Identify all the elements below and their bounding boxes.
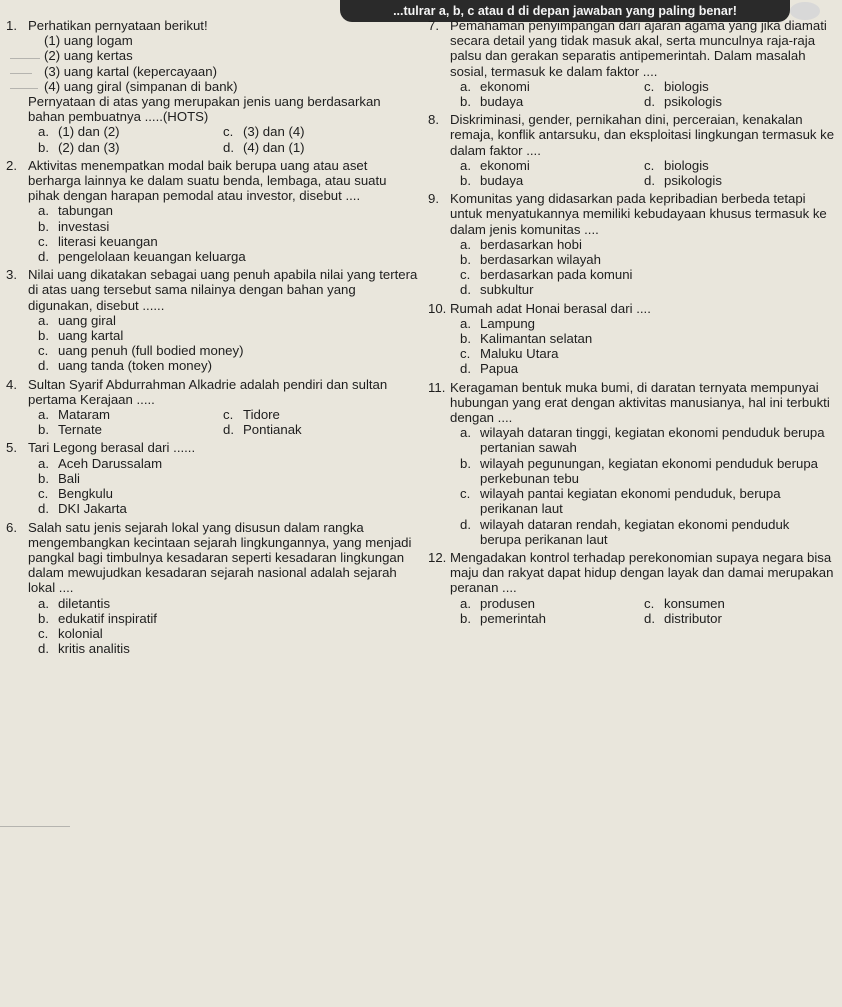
answer-option-a[interactable] bbox=[460, 237, 828, 252]
question-text: Rumah adat Honai berasal dari .... bbox=[450, 300, 651, 316]
option-letter: b. bbox=[460, 252, 471, 268]
answer-options bbox=[6, 124, 418, 154]
option-text: Tidore bbox=[243, 407, 280, 423]
option-letter: a. bbox=[38, 312, 49, 328]
answer-option-b[interactable] bbox=[38, 328, 408, 343]
question-6 bbox=[6, 520, 418, 657]
answer-option-a[interactable] bbox=[460, 425, 828, 455]
question-number: 6. bbox=[6, 519, 17, 535]
option-letter: b. bbox=[460, 173, 471, 189]
right-column bbox=[428, 18, 838, 629]
option-text: berdasarkan wilayah bbox=[480, 252, 601, 268]
option-text: (4) dan (1) bbox=[243, 139, 305, 155]
answer-options bbox=[428, 79, 838, 109]
option-letter: d. bbox=[38, 501, 49, 517]
pencil-mark bbox=[10, 88, 38, 89]
answer-option-b[interactable] bbox=[460, 252, 828, 267]
option-text: berdasarkan hobi bbox=[480, 236, 582, 252]
answer-option-b[interactable] bbox=[38, 140, 223, 155]
option-letter: b. bbox=[38, 328, 49, 344]
option-text: (3) dan (4) bbox=[243, 124, 305, 140]
option-text: budaya bbox=[480, 173, 524, 189]
question-10 bbox=[428, 301, 838, 377]
answer-options bbox=[6, 596, 418, 657]
question-number: 11. bbox=[428, 379, 446, 395]
option-text: biologis bbox=[664, 157, 709, 173]
option-letter: a. bbox=[460, 157, 471, 173]
answer-option-c[interactable] bbox=[644, 79, 828, 94]
answer-option-a[interactable] bbox=[38, 407, 223, 422]
answer-option-d[interactable] bbox=[223, 140, 408, 155]
question-text-2: Pernyataan di atas yang merupakan jenis uang berdasarkan bahan pembuatnya .....(HOTS) bbox=[28, 94, 381, 125]
question-stem bbox=[6, 158, 418, 204]
option-letter: c. bbox=[460, 267, 471, 283]
question-text: Mengadakan kontrol terhadap perekonomian supaya negara bisa maju dan rakyat dapat hidup dengan layak dan damai merupakan peranan .... bbox=[450, 549, 834, 596]
option-letter: c. bbox=[38, 233, 49, 249]
question-stem bbox=[6, 18, 418, 33]
option-text: kritis analitis bbox=[58, 641, 130, 657]
pencil-mark bbox=[10, 58, 40, 59]
question-text: Komunitas yang didasarkan pada kepribadian berbeda tetapi untuk menyatukannya memiliki kebudayaan khusus termasuk ke dalam jenis komunitas .... bbox=[450, 191, 827, 237]
answer-option-d[interactable] bbox=[460, 517, 828, 547]
instruction-text: ...tulrar a, b, c atau d di depan jawaban yang paling benar! bbox=[393, 4, 737, 18]
option-letter: b. bbox=[460, 331, 471, 347]
question-number: 7. bbox=[428, 18, 439, 33]
option-letter: d. bbox=[644, 173, 655, 189]
option-text: pemerintah bbox=[480, 610, 546, 626]
answer-option-d[interactable] bbox=[644, 611, 828, 626]
option-letter: a. bbox=[38, 407, 49, 423]
question-text: Aktivitas menempatkan modal baik berupa uang atau aset berharga lainnya ke dalam suatu benda, lembaga, atau suatu pihak dengan harapan pemodal atau investor, disebut .... bbox=[28, 157, 387, 204]
option-letter: c. bbox=[38, 343, 49, 359]
question-number: 9. bbox=[428, 191, 439, 207]
answer-option-c[interactable] bbox=[460, 486, 828, 516]
answer-options bbox=[6, 203, 418, 264]
option-letter: a. bbox=[38, 124, 49, 140]
stem-indent bbox=[6, 94, 28, 124]
question-4 bbox=[6, 377, 418, 438]
question-stem bbox=[6, 440, 418, 455]
option-letter: d. bbox=[223, 139, 234, 155]
answer-option-a[interactable] bbox=[460, 79, 644, 94]
answer-options bbox=[428, 425, 838, 547]
question-stem bbox=[428, 380, 838, 426]
answer-option-c[interactable] bbox=[38, 343, 408, 358]
answer-option-b[interactable] bbox=[38, 422, 223, 437]
answer-option-a[interactable] bbox=[460, 316, 828, 331]
statement-item: (3) uang kartal (kepercayaan) bbox=[44, 63, 217, 79]
question-5 bbox=[6, 440, 418, 516]
answer-options bbox=[428, 316, 838, 377]
question-1 bbox=[6, 18, 418, 155]
question-number: 12. bbox=[428, 549, 447, 565]
option-text: (2) dan (3) bbox=[58, 139, 120, 155]
option-text: wilayah pegunungan, kegiatan ekonomi penduduk berupa perkebunan tebu bbox=[480, 455, 819, 486]
answer-option-c[interactable] bbox=[644, 158, 828, 173]
answer-option-b[interactable] bbox=[460, 94, 644, 109]
answer-option-c[interactable] bbox=[223, 124, 408, 139]
statement-item: (1) uang logam bbox=[44, 33, 133, 49]
option-letter: b. bbox=[460, 455, 471, 471]
option-text: berdasarkan pada komuni bbox=[480, 267, 633, 283]
option-letter: a. bbox=[460, 78, 471, 94]
option-letter: b. bbox=[38, 610, 49, 626]
answer-options bbox=[428, 158, 838, 188]
answer-options bbox=[428, 237, 838, 298]
answer-option-c[interactable] bbox=[460, 267, 828, 282]
answer-option-b[interactable] bbox=[38, 219, 408, 234]
option-letter: c. bbox=[460, 486, 471, 502]
option-letter: b. bbox=[38, 470, 49, 486]
question-number: 10. bbox=[428, 300, 447, 316]
question-3 bbox=[6, 267, 418, 373]
option-text: edukatif inspiratif bbox=[58, 610, 157, 626]
answer-option-d[interactable] bbox=[38, 249, 408, 264]
option-text: tabungan bbox=[58, 203, 114, 219]
option-letter: d. bbox=[460, 361, 471, 377]
option-text: uang kartal bbox=[58, 328, 124, 344]
answer-option-b[interactable] bbox=[460, 456, 828, 486]
option-letter: c. bbox=[38, 625, 49, 641]
option-text: Bali bbox=[58, 470, 80, 486]
option-text: Maluku Utara bbox=[480, 346, 559, 362]
statement-item: (4) uang giral (simpanan di bank) bbox=[44, 78, 238, 94]
question-text: Perhatikan pernyataan berikut! bbox=[28, 18, 208, 33]
option-text: wilayah dataran rendah, kegiatan ekonomi penduduk berupa perikanan laut bbox=[480, 516, 790, 547]
option-text: subkultur bbox=[480, 282, 534, 298]
answer-option-a[interactable] bbox=[460, 158, 644, 173]
option-text: kolonial bbox=[58, 625, 103, 641]
option-text: diletantis bbox=[58, 595, 111, 611]
answer-option-c[interactable] bbox=[223, 407, 408, 422]
option-text: Ternate bbox=[58, 422, 102, 438]
question-stem bbox=[428, 550, 838, 596]
question-stem bbox=[428, 301, 838, 316]
question-number: 2. bbox=[6, 157, 17, 173]
question-text: Pemahaman penyimpangan dari ajaran agama yang jika diamati secara detail yang tidak masuk akal, serta munculnya raja-raja palsu dan gerakan separatis antipemerintah. Dalam masalah sosial, termasuk ke dalam faktor .... bbox=[450, 18, 827, 79]
answer-option-a[interactable] bbox=[38, 124, 223, 139]
question-number: 5. bbox=[6, 440, 17, 456]
option-text: ekonomi bbox=[480, 157, 530, 173]
question-number: 1. bbox=[6, 18, 17, 33]
option-text: uang tanda (token money) bbox=[58, 358, 212, 374]
answer-option-d[interactable] bbox=[38, 358, 408, 373]
question-text: Tari Legong berasal dari ...... bbox=[28, 440, 196, 456]
option-text: wilayah pantai kegiatan ekonomi penduduk, berupa perikanan laut bbox=[480, 486, 781, 517]
pencil-mark bbox=[10, 73, 32, 74]
option-text: Papua bbox=[480, 361, 519, 377]
question-stem bbox=[428, 191, 838, 237]
option-letter: c. bbox=[644, 157, 655, 173]
option-letter: b. bbox=[38, 422, 49, 438]
option-letter: c. bbox=[223, 124, 234, 140]
question-12 bbox=[428, 550, 838, 626]
option-letter: d. bbox=[460, 282, 471, 298]
question-stem bbox=[6, 267, 418, 313]
option-letter: c. bbox=[223, 407, 234, 423]
option-letter: b. bbox=[460, 94, 471, 110]
option-text: (1) dan (2) bbox=[58, 124, 120, 140]
question-text: Keragaman bentuk muka bumi, di daratan ternyata mempunyai hubungan yang erat dengan aktivitas manusianya, hal ini terbukti dengan .... bbox=[450, 379, 830, 426]
option-letter: a. bbox=[38, 203, 49, 219]
option-text: literasi keuangan bbox=[58, 233, 158, 249]
left-column bbox=[6, 18, 418, 659]
option-letter: b. bbox=[38, 139, 49, 155]
option-letter: c. bbox=[460, 346, 471, 362]
option-text: budaya bbox=[480, 94, 524, 110]
answer-options bbox=[6, 456, 418, 517]
answer-option-c[interactable] bbox=[38, 626, 408, 641]
option-letter: d. bbox=[38, 249, 49, 265]
answer-option-d[interactable] bbox=[460, 361, 828, 376]
option-text: biologis bbox=[664, 78, 709, 94]
answer-option-b[interactable] bbox=[38, 471, 408, 486]
question-8 bbox=[428, 112, 838, 188]
answer-option-b[interactable] bbox=[460, 331, 828, 346]
question-stem-continued bbox=[6, 94, 418, 124]
option-letter: a. bbox=[460, 315, 471, 331]
question-9 bbox=[428, 191, 838, 297]
option-letter: d. bbox=[644, 610, 655, 626]
option-text: psikologis bbox=[664, 173, 722, 189]
option-text: uang penuh (full bodied money) bbox=[58, 343, 244, 359]
answer-option-b[interactable] bbox=[460, 611, 644, 626]
question-2 bbox=[6, 158, 418, 264]
question-stem bbox=[428, 18, 838, 79]
answer-option-c[interactable] bbox=[644, 596, 828, 611]
option-text: produsen bbox=[480, 595, 535, 611]
answer-option-a[interactable] bbox=[460, 596, 644, 611]
option-text: ekonomi bbox=[480, 78, 530, 94]
option-letter: b. bbox=[460, 610, 471, 626]
statement-item: (2) uang kertas bbox=[44, 48, 133, 64]
option-letter: a. bbox=[38, 595, 49, 611]
answer-option-d[interactable] bbox=[38, 641, 408, 656]
answer-options bbox=[6, 407, 418, 437]
option-text: Aceh Darussalam bbox=[58, 455, 163, 471]
option-text: wilayah dataran tinggi, kegiatan ekonomi penduduk berupa pertanian sawah bbox=[480, 425, 825, 456]
answer-option-a[interactable] bbox=[38, 456, 408, 471]
answer-option-a[interactable] bbox=[38, 313, 408, 328]
question-stem bbox=[428, 112, 838, 158]
option-letter: c. bbox=[644, 595, 655, 611]
option-letter: d. bbox=[644, 94, 655, 110]
option-text: DKI Jakarta bbox=[58, 501, 127, 517]
option-letter: a. bbox=[460, 595, 471, 611]
option-letter: a. bbox=[460, 236, 471, 252]
option-letter: d. bbox=[38, 641, 49, 657]
answer-option-d[interactable] bbox=[223, 422, 408, 437]
answer-option-d[interactable] bbox=[644, 94, 828, 109]
answer-option-c[interactable] bbox=[460, 346, 828, 361]
answer-option-a[interactable] bbox=[38, 596, 408, 611]
option-letter: b. bbox=[38, 218, 49, 234]
option-text: Mataram bbox=[58, 407, 111, 423]
option-text: Bengkulu bbox=[58, 486, 113, 502]
question-number: 8. bbox=[428, 112, 439, 128]
option-text: konsumen bbox=[664, 595, 725, 611]
question-11 bbox=[428, 380, 838, 547]
answer-option-d[interactable] bbox=[644, 173, 828, 188]
question-7 bbox=[428, 18, 838, 109]
question-stem bbox=[6, 520, 418, 596]
option-letter: c. bbox=[644, 78, 655, 94]
answer-option-c[interactable] bbox=[38, 486, 408, 501]
answer-option-b[interactable] bbox=[38, 611, 408, 626]
question-text: Nilai uang dikatakan sebagai uang penuh apabila nilai yang tertera di atas uang tersebut sama nilainya dengan bahan yang digunakan, disebut ...... bbox=[28, 267, 418, 313]
option-text: Lampung bbox=[480, 315, 535, 331]
pencil-mark bbox=[0, 826, 70, 827]
option-text: investasi bbox=[58, 218, 110, 234]
question-text: Diskriminasi, gender, pernikahan dini, perceraian, kenakalan remaja, konflik antarsuku, dan eksploitasi lingkungan termasuk ke dalam faktor .... bbox=[450, 112, 835, 158]
question-text: Sultan Syarif Abdurrahman Alkadrie adalah pendiri dan sultan pertama Kerajaan ..... bbox=[28, 376, 388, 407]
option-letter: a. bbox=[460, 425, 471, 441]
option-letter: d. bbox=[38, 358, 49, 374]
answer-option-c[interactable] bbox=[38, 234, 408, 249]
option-text: pengelolaan keuangan keluarga bbox=[58, 249, 246, 265]
option-letter: d. bbox=[223, 422, 234, 438]
option-letter: d. bbox=[460, 516, 471, 532]
option-text: Pontianak bbox=[243, 422, 302, 438]
statement-list bbox=[6, 33, 418, 94]
option-text: Kalimantan selatan bbox=[480, 331, 593, 347]
option-text: distributor bbox=[664, 610, 722, 626]
answer-option-d[interactable] bbox=[38, 501, 408, 516]
option-text: uang giral bbox=[58, 312, 116, 328]
question-text: Salah satu jenis sejarah lokal yang disusun dalam rangka mengembangkan kecintaan sejarah lingkungannya, yang menjadi pangkal bagi timbulnya kesadaran seperti kesadaran lingkungan dalam mewujudkan kesadaran sejarah nasional adalah sejarah lokal .... bbox=[28, 519, 412, 596]
answer-options bbox=[428, 596, 838, 626]
question-number: 4. bbox=[6, 376, 17, 392]
question-number: 3. bbox=[6, 267, 17, 283]
option-text: psikologis bbox=[664, 94, 722, 110]
answer-option-d[interactable] bbox=[460, 282, 828, 297]
question-stem bbox=[6, 377, 418, 407]
option-letter: a. bbox=[38, 455, 49, 471]
answer-option-b[interactable] bbox=[460, 173, 644, 188]
answer-option-a[interactable] bbox=[38, 203, 408, 218]
answer-options bbox=[6, 313, 418, 374]
option-letter: c. bbox=[38, 486, 49, 502]
